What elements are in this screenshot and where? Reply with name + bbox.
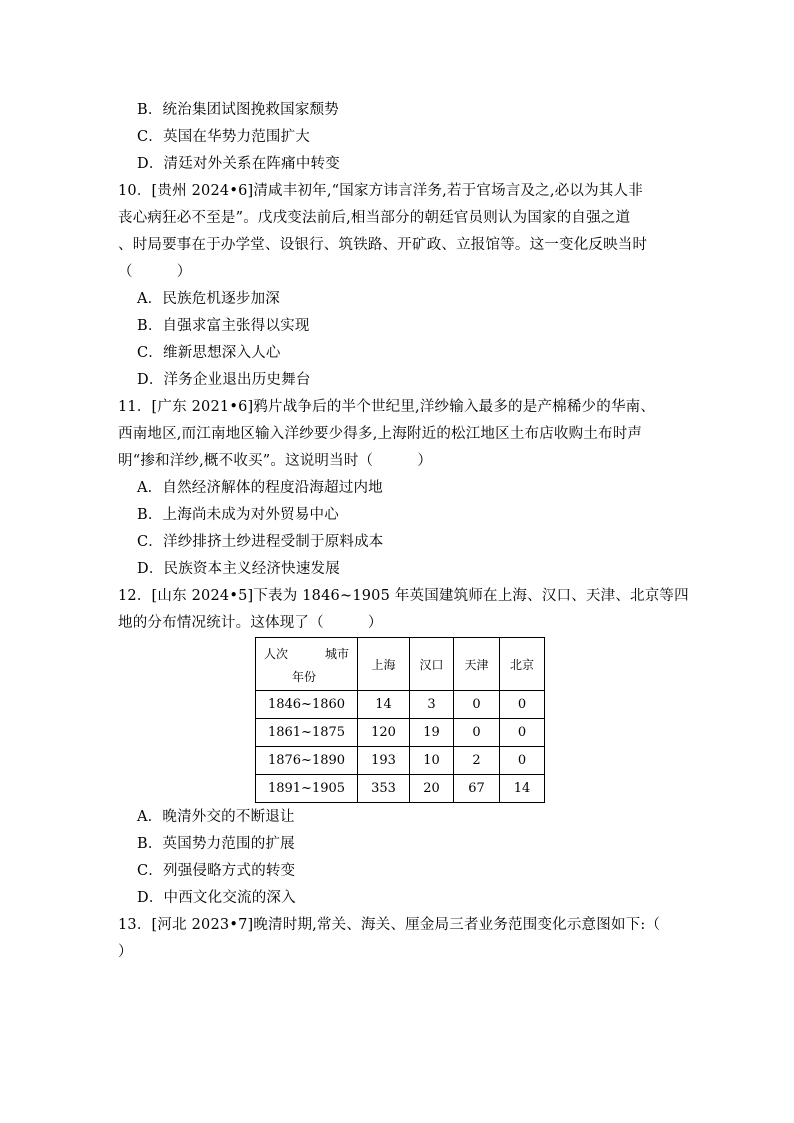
q12-option-a: A．晚清外交的不断退让 [137,809,295,825]
table-row [256,691,545,719]
q12-statistics-table [255,637,545,803]
table-cell: 0 [454,719,500,747]
table-diagonal-header [256,638,358,691]
q11-stem-line-3: 明“掺和洋纱,概不收买”。这说明当时（ ） [118,453,433,469]
q12-option-d: D．中西文化交流的深入 [137,890,296,906]
q9-option-d: D．清廷对外关系在阵痛中转变 [137,156,340,172]
table-cell: 120 [358,719,410,747]
table-cell: 2 [454,747,500,775]
table-header-row [256,638,545,691]
table-cell: 3 [410,691,454,719]
q12-option-c: C．列强侵略方式的转变 [137,863,296,879]
header-cols-label: 城市 [324,647,349,661]
q10-stem-line-4: （ ） [118,264,192,280]
q10-option-a: A．民族危机逐步加深 [137,291,280,307]
q12-stem-line-2: 地的分布情况统计。这体现了（ ） [118,615,383,631]
table-cell: 20 [410,775,454,803]
q11-stem-line-1: 11．[广东 2021•6]鸦片战争后的半个世纪里,洋纱输入最多的是产棉稀少的华南、 [118,399,656,415]
q11-option-d: D．民族资本主义经济快速发展 [137,561,340,577]
q12-option-b: B．英国势力范围的扩展 [137,836,295,852]
q10-option-d: D．洋务企业退出历史舞台 [137,372,311,388]
q11-stem-line-2: 西南地区,而江南地区输入洋纱要少得多,上海附近的松江地区土布店收购土布时声 [118,426,643,442]
city-header-hankou: 汉口 [410,638,454,691]
table-row [256,747,545,775]
q13-stem-line-2: ） [118,944,133,960]
table-cell-period: 1861~1875 [256,719,358,747]
table-cell: 14 [500,775,545,803]
q11-option-b: B．上海尚未成为对外贸易中心 [137,507,339,523]
q10-stem-line-1: 10．[贵州 2024•6]清咸丰初年,“国家方讳言洋务,若于官场言及之,必以为其人非 [118,183,643,199]
q10-stem-line-2: 丧心病狂必不至是”。戊戌变法前后,相当部分的朝廷官员则认为国家的自强之道 [118,210,631,226]
table-cell-period: 1876~1890 [256,747,358,775]
table-cell: 0 [454,691,500,719]
header-year-label: 年份 [292,670,317,684]
table-cell: 67 [454,775,500,803]
table-cell-period: 1891~1905 [256,775,358,803]
q13-stem-line-1: 13．[河北 2023•7]晚清时期,常关、海关、厘金局三者业务范围变化示意图如下:（ [118,917,661,933]
table-cell-period: 1846~1860 [256,691,358,719]
q10-stem-line-3: 、时局要事在于办学堂、设银行、筑铁路、开矿政、立报馆等。这一变化反映当时 [118,237,648,253]
q10-option-b: B．自强求富主张得以实现 [137,318,310,334]
table-cell: 353 [358,775,410,803]
table-cell: 0 [500,719,545,747]
q9-option-c: C．英国在华势力范围扩大 [137,129,310,145]
table-cell: 10 [410,747,454,775]
table-cell: 193 [358,747,410,775]
q10-option-c: C．维新思想深入人心 [137,345,281,361]
q9-option-b: B．统治集团试图挽救国家颓势 [137,102,339,118]
table-cell: 0 [500,747,545,775]
q11-option-a: A．自然经济解体的程度沿海超过内地 [137,480,383,496]
city-header-beijing: 北京 [500,638,545,691]
table-cell: 0 [500,691,545,719]
table-cell: 14 [358,691,410,719]
q11-option-c: C．洋纱排挤土纱进程受制于原料成本 [137,534,384,550]
table-row [256,719,545,747]
header-rows-label: 人次 [264,647,289,661]
city-header-shanghai: 上海 [358,638,410,691]
q12-stem-line-1: 12．[山东 2024•5]下表为 1846~1905 年英国建筑师在上海、汉口、天津、北京等四 [118,588,689,604]
table-row [256,775,545,803]
table-cell: 19 [410,719,454,747]
city-header-tianjin: 天津 [454,638,500,691]
